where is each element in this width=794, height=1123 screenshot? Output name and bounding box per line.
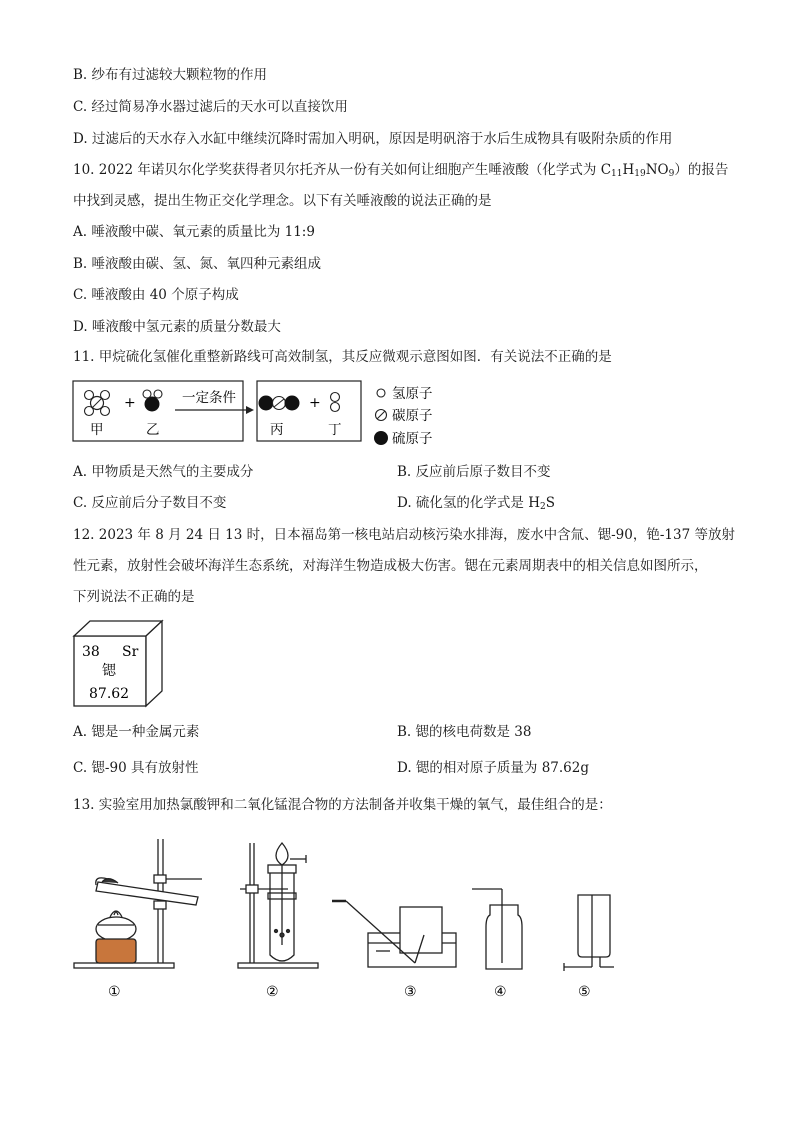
apparatus-4-bottle xyxy=(472,889,522,969)
q10-stem xyxy=(73,161,728,183)
q9-option-d: D. 过滤后的天水存入水缸中继续沉降时需加入明矾，原因是明矾溶于水后生成物具有吸附杂质的作用 xyxy=(73,131,673,147)
arrow-head xyxy=(246,406,254,414)
legend-sulfur-icon xyxy=(374,431,388,445)
element-number: 38 xyxy=(82,644,100,660)
label-jia: 甲 xyxy=(90,422,104,438)
plus-sign-2: + xyxy=(309,395,321,411)
label-ding: 丁 xyxy=(328,422,342,438)
element-symbol: Sr xyxy=(122,644,139,660)
q11-option-d-text: D. 硫化氢的化学式是 H xyxy=(397,495,540,511)
q11-option-d-end: S xyxy=(545,495,555,511)
q10-formula-c-sub: 11 xyxy=(611,169,623,179)
hydrogen-molecule xyxy=(331,393,340,412)
methane-molecule xyxy=(85,391,110,416)
apparatus-label-1: ① xyxy=(108,984,121,1000)
strontium-element-cube xyxy=(72,618,172,712)
q10-stem-end: ）的报告 xyxy=(674,162,729,178)
q11-option-a: A. 甲物质是天然气的主要成分 xyxy=(73,464,254,480)
q11-option-b: B. 反应前后原子数目不变 xyxy=(397,464,551,480)
q10-formula-no: NO xyxy=(645,162,669,178)
q10-option-b: B. 唾液酸由碳、氢、氮、氧四种元素组成 xyxy=(73,256,322,272)
legend-carbon: 碳原子 xyxy=(392,408,433,424)
q12-stem-line1: 12. 2023 年 8 月 24 日 13 时，日本福岛第一核电站启动核污染水排海，废水中含氚、锶-90，铯-137 等放射 xyxy=(73,527,735,543)
q11-stem: 11. 甲烷硫化氢催化重整新路线可高效制氢，其反应微观示意图如图．有关说法不正确的是 xyxy=(73,349,612,365)
alcohol-lamp-base xyxy=(96,939,136,963)
q10-stem-line2: 中找到灵感，提出生物正交化学理念。以下有关唾液酸的说法正确的是 xyxy=(73,193,492,209)
q10-formula-o-sub: 9 xyxy=(668,169,675,179)
q10-formula-h: H xyxy=(622,162,635,178)
q11-option-d xyxy=(397,494,555,516)
q11-option-c: C. 反应前后分子数目不变 xyxy=(73,495,227,511)
apparatus-1-heating xyxy=(74,839,202,968)
q12-stem-line2: 性元素，放射性会破坏海洋生态系统，对海洋生物造成极大伤害。锶在元素周期表中的相关信息如图所示， xyxy=(73,558,708,574)
apparatus-5-inverted-bottle xyxy=(564,895,614,971)
element-mass: 87.62 xyxy=(89,686,130,702)
label-yi: 乙 xyxy=(146,422,160,438)
carbon-disulfide-molecule xyxy=(259,396,300,411)
hydrogen-sulfide-molecule xyxy=(143,390,162,412)
q10-formula-h-sub: 19 xyxy=(634,169,646,179)
q12-option-c: C. 锶-90 具有放射性 xyxy=(73,760,199,776)
label-bing: 丙 xyxy=(270,422,284,438)
q9-option-c: C. 经过简易净水器过滤后的天水可以直接饮用 xyxy=(73,99,348,115)
apparatus-2-test-tube xyxy=(238,843,318,968)
reaction-diagram xyxy=(70,378,470,448)
element-name: 锶 xyxy=(102,663,116,679)
apparatus-label-3: ③ xyxy=(404,984,417,1000)
legend-hydrogen-icon xyxy=(377,389,385,397)
q10-option-a: A. 唾液酸中碳、氧元素的质量比为 11:9 xyxy=(73,224,315,240)
q10-option-c: C. 唾液酸由 40 个原子构成 xyxy=(73,287,239,303)
q12-stem-line3: 下列说法不正确的是 xyxy=(73,589,195,605)
q10-option-d: D. 唾液酸中氢元素的质量分数最大 xyxy=(73,319,281,335)
q12-option-b: B. 锶的核电荷数是 38 xyxy=(397,724,532,740)
q12-option-d: D. 锶的相对原子质量为 87.62g xyxy=(397,760,590,776)
legend-sulfur: 硫原子 xyxy=(392,431,433,447)
apparatus-label-5: ⑤ xyxy=(578,984,591,1000)
q10-stem-text: 10. 2022 年诺贝尔化学奖获得者贝尔托齐从一份有关如何让细胞产生唾液酸（化学式为 C xyxy=(73,162,612,178)
apparatus-diagram xyxy=(70,835,630,1005)
legend-hydrogen: 氢原子 xyxy=(392,386,433,402)
reaction-condition: 一定条件 xyxy=(182,390,236,406)
q9-option-b: B. 纱布有过滤较大颗粒物的作用 xyxy=(73,67,268,83)
plus-sign-1: + xyxy=(124,395,136,411)
apparatus-label-4: ④ xyxy=(494,984,507,1000)
q12-option-a: A. 锶是一种金属元素 xyxy=(73,724,200,740)
q11-option-d-sub: 2 xyxy=(540,502,546,512)
apparatus-3-water-trough xyxy=(332,901,456,967)
q13-stem: 13. 实验室用加热氯酸钾和二氧化锰混合物的方法制备并收集干燥的氧气，最佳组合的是： xyxy=(73,797,612,813)
apparatus-label-2: ② xyxy=(266,984,279,1000)
